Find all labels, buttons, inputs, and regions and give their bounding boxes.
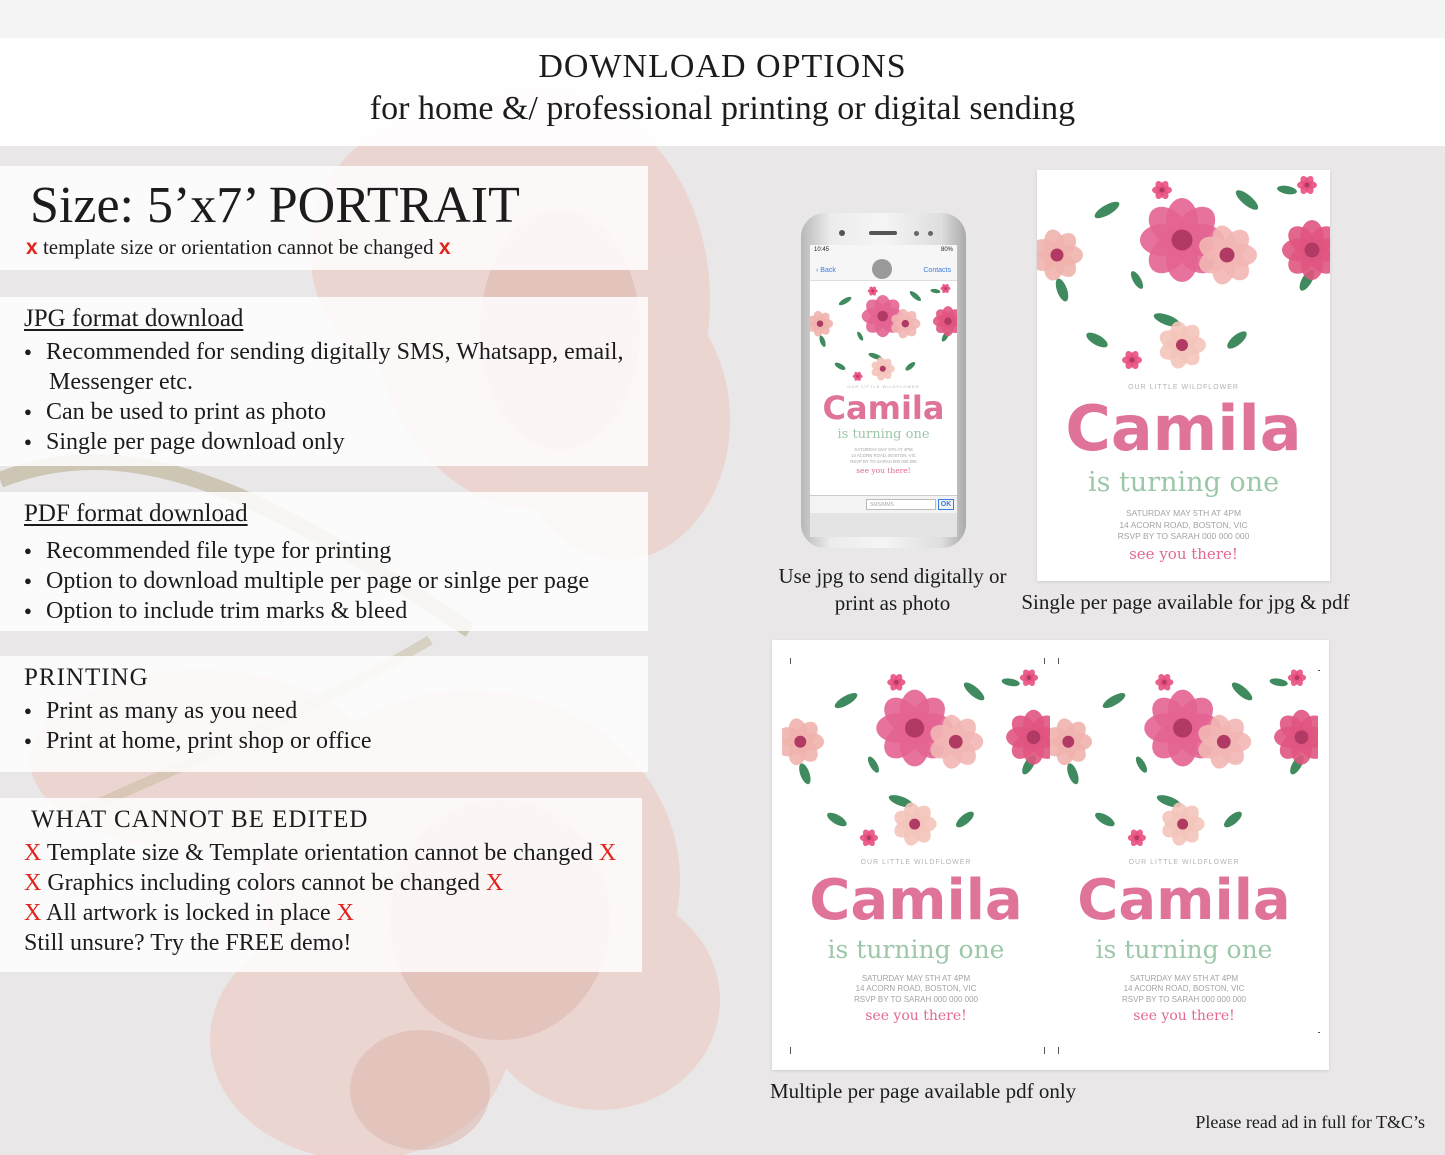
peony-flower xyxy=(782,717,824,767)
demo-note: Still unsure? Try the FREE demo! xyxy=(24,930,352,956)
size-panel xyxy=(0,166,648,270)
invitation-kicker: OUR LITTLE WILDFLOWER xyxy=(1128,383,1239,391)
peony-flower xyxy=(1050,717,1092,767)
leaf-shape xyxy=(904,360,916,372)
x-mark: x xyxy=(26,236,38,259)
invitation-detail-line: SATURDAY MAY 5TH AT 4PM xyxy=(1129,973,1239,983)
sensor-icon xyxy=(914,231,919,236)
bud-flower xyxy=(1020,668,1038,687)
leaf-shape xyxy=(833,690,860,711)
invitation-detail-line: RSVP BY TO SARAH 000 000 000 xyxy=(854,995,978,1005)
phone-mockup xyxy=(801,213,966,548)
leaf-shape xyxy=(834,361,847,371)
invitation-closing: see you there! xyxy=(1133,1008,1235,1025)
leaf-shape xyxy=(825,810,849,829)
x-mark: X xyxy=(24,900,42,926)
leaf-shape xyxy=(1233,187,1261,213)
invitation-details xyxy=(1050,974,1318,1006)
peony-flower xyxy=(1156,320,1206,371)
bud-flower xyxy=(1152,179,1172,200)
bud-flower xyxy=(1122,349,1142,370)
printing-panel xyxy=(0,656,648,772)
invitation-closing: see you there! xyxy=(865,1008,967,1025)
invitation-name: Camila xyxy=(822,388,945,427)
invitation xyxy=(1050,664,1318,1047)
message-input[interactable]: SMS/MMS xyxy=(866,499,936,510)
x-mark: x xyxy=(438,236,451,259)
peony-flower xyxy=(870,356,895,382)
list-item: ● Recommended file type for printing xyxy=(24,536,589,566)
pdf-list xyxy=(24,536,589,626)
invitation-detail-line: RSVP BY TO SARAH 000 000 000 xyxy=(1122,995,1246,1005)
jpg-panel xyxy=(0,297,648,466)
invitation-details xyxy=(782,974,1050,1006)
leaf-shape xyxy=(1092,199,1121,222)
leaf-shape xyxy=(1093,810,1117,829)
list-item: X Template size & Template orientation cannot be changed X xyxy=(24,840,617,866)
invitation-name: Camila xyxy=(1065,392,1302,466)
peony-flower xyxy=(1159,801,1204,848)
leaf-shape xyxy=(818,335,827,348)
invitation xyxy=(810,281,957,495)
list-item: X All artwork is locked in place X xyxy=(24,900,354,926)
multi-page-sheet xyxy=(772,640,1329,1070)
bud-flower xyxy=(1288,668,1306,687)
rose-flower xyxy=(1006,710,1050,765)
bud-flower xyxy=(940,283,950,294)
phone-screen xyxy=(810,245,957,513)
printing-title: PRINTING xyxy=(24,664,149,691)
x-mark: X xyxy=(598,840,617,866)
x-mark: X xyxy=(485,870,504,896)
terms-note: Please read ad in full for T&C’s xyxy=(1195,1112,1425,1132)
rose-flower xyxy=(1282,220,1330,280)
peony-flower xyxy=(810,310,833,338)
invitation-subtitle: is turning one xyxy=(837,426,930,442)
rose-flower xyxy=(933,306,957,336)
invitation-closing: see you there! xyxy=(1129,544,1238,563)
pdf-panel xyxy=(0,492,648,631)
leaf-shape xyxy=(930,288,941,294)
bud-flower xyxy=(860,828,878,847)
invitation-detail-line: 14 ACORN ROAD, BOSTON, VIC xyxy=(1123,984,1245,994)
phone-bottom-bar xyxy=(810,513,957,537)
invitation-detail-line: 14 ACORN ROAD, BOSTON, VIC xyxy=(851,452,916,458)
header-banner xyxy=(0,38,1445,146)
phone-invitation xyxy=(810,281,957,495)
page-subtitle: for home &/ professional printing or digital sending xyxy=(369,90,1076,127)
leaf-shape xyxy=(866,755,881,775)
size-title: Size: 5’x7’ PORTRAIT xyxy=(30,177,520,234)
leaf-shape xyxy=(954,809,977,830)
leaf-shape xyxy=(1222,809,1245,830)
leaf-shape xyxy=(1053,277,1071,303)
size-note-text: template size or orientation cannot be changed xyxy=(42,235,434,259)
x-mark: X xyxy=(24,870,42,896)
leaf-shape xyxy=(1229,680,1254,703)
leaf-shape xyxy=(1065,762,1081,786)
back-link[interactable]: ‹ Back xyxy=(816,267,836,274)
invitation-detail-line: SATURDAY MAY 5TH AT 4PM xyxy=(861,973,971,983)
jpg-list xyxy=(24,337,623,457)
invitation-kicker: OUR LITTLE WILDFLOWER xyxy=(860,859,972,867)
invitation-details xyxy=(1037,508,1330,542)
invitation-detail-line: SATURDAY MAY 5TH AT 4PM xyxy=(1125,508,1242,519)
invitation-details xyxy=(810,447,957,464)
list-item: Messenger etc. xyxy=(49,369,193,395)
invitation-name: Camila xyxy=(1077,867,1291,933)
sheet-invitation-left xyxy=(782,664,1050,1047)
single-invitation-card xyxy=(1037,170,1330,581)
bud-flower xyxy=(868,286,878,297)
camera-icon xyxy=(839,230,845,236)
list-item: ● Print as many as you need xyxy=(24,696,372,726)
invitation-detail-line: 14 ACORN ROAD, BOSTON, VIC xyxy=(855,984,977,994)
jpg-title: JPG format download xyxy=(24,305,244,332)
x-mark: X xyxy=(336,900,354,926)
multi-caption: Multiple per page available pdf only xyxy=(770,1079,1077,1103)
invitation-subtitle: is turning one xyxy=(1095,934,1273,964)
x-mark: X xyxy=(24,840,42,866)
bud-flower xyxy=(1155,673,1173,692)
status-battery: 80% xyxy=(940,247,953,253)
invitation-detail-line: RSVP BY TO SARAH 000 000 000 xyxy=(1117,531,1250,542)
invitation-subtitle: is turning one xyxy=(1087,466,1280,498)
not-editable-list xyxy=(24,838,616,958)
invitation xyxy=(782,664,1050,1047)
leaf-shape xyxy=(1001,677,1020,687)
leaf-shape xyxy=(961,680,986,703)
sheet-invitation-right xyxy=(1050,664,1318,1047)
leaf-shape xyxy=(838,295,853,306)
ok-button[interactable]: OK xyxy=(938,499,954,510)
sensor-icon xyxy=(928,231,933,236)
list-item: ● Print at home, print shop or office xyxy=(24,726,372,756)
avatar xyxy=(872,259,892,279)
pdf-title: PDF format download xyxy=(24,500,248,527)
printing-list xyxy=(24,696,372,756)
size-note xyxy=(26,235,451,260)
bud-flower xyxy=(853,371,863,382)
invitation-subtitle: is turning one xyxy=(827,934,1005,964)
leaf-shape xyxy=(1101,690,1128,711)
bud-flower xyxy=(887,673,905,692)
list-item: ● Single per page download only xyxy=(24,427,623,457)
phone-caption: Use jpg to send digitally or print as photo xyxy=(778,564,1007,615)
list-item: X Graphics including colors cannot be changed X xyxy=(24,870,504,896)
not-editable-panel xyxy=(0,798,642,972)
invitation-detail-line: RSVP BY TO SARAH 000 000 000 xyxy=(850,458,917,464)
speaker-icon xyxy=(869,231,897,235)
leaf-shape xyxy=(1225,328,1250,351)
invitation-detail-line: 14 ACORN ROAD, BOSTON, VIC xyxy=(1119,519,1248,530)
message-bar xyxy=(810,495,957,513)
invitation-kicker: OUR LITTLE WILDFLOWER xyxy=(847,383,920,389)
leaf-shape xyxy=(908,290,922,303)
leaf-shape xyxy=(856,331,864,342)
list-item: ● Can be used to print as photo xyxy=(24,397,623,427)
list-item: ● Option to include trim marks & bleed xyxy=(24,596,589,626)
list-item: ● Option to download multiple per page or sinlge per page xyxy=(24,566,589,596)
not-editable-title: WHAT CANNOT BE EDITED xyxy=(31,806,369,833)
message-nav-bar xyxy=(810,257,957,281)
page-title: DOWNLOAD OPTIONS xyxy=(538,48,907,85)
status-bar xyxy=(810,245,957,257)
leaf-shape xyxy=(1269,677,1288,687)
invitation-name: Camila xyxy=(809,867,1023,933)
peony-flower xyxy=(891,801,936,848)
list-item: ● Recommended for sending digitally SMS, Whatsapp, email, xyxy=(24,337,623,367)
peony-flower xyxy=(1037,227,1083,282)
single-caption: Single per page available for jpg & pdf xyxy=(1021,590,1350,614)
bud-flower xyxy=(1297,174,1317,195)
status-time: 10:45 xyxy=(814,247,830,253)
rose-flower xyxy=(1274,710,1318,765)
contacts-link[interactable]: Contacts xyxy=(923,267,951,274)
bud-flower xyxy=(1128,828,1146,847)
leaf-shape xyxy=(1134,755,1149,775)
invitation-closing: see you there! xyxy=(856,465,911,475)
invitation xyxy=(1037,170,1330,581)
invitation-kicker: OUR LITTLE WILDFLOWER xyxy=(1128,859,1240,867)
leaf-shape xyxy=(1129,269,1146,290)
leaf-shape xyxy=(797,762,813,786)
invitation-detail-line: SATURDAY MAY 5TH AT 4PM xyxy=(854,447,913,453)
leaf-shape xyxy=(1276,184,1297,195)
leaf-shape xyxy=(1084,330,1110,351)
